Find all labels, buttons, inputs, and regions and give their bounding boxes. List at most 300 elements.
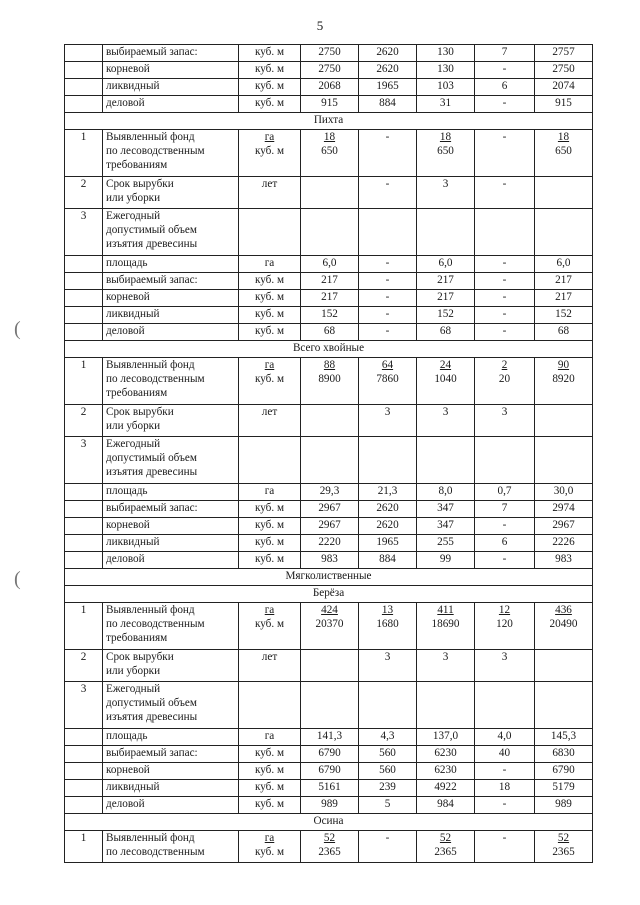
parameter-line: ликвидный: [106, 536, 160, 548]
value-cell: [301, 358, 359, 405]
value-line: -: [385, 832, 390, 844]
parameter-line: Выявленный фонд: [106, 604, 195, 616]
value-cell: [417, 682, 475, 729]
value-cell: [535, 437, 593, 484]
value-cell: [359, 746, 417, 763]
value-cell: [535, 746, 593, 763]
value-line: 68: [323, 325, 336, 337]
value-line: 217: [437, 291, 454, 303]
unit-line: куб. м: [254, 519, 285, 531]
value-line: 18690: [431, 618, 460, 630]
parameter-cell: [103, 650, 239, 682]
value-line: 137,0: [432, 730, 459, 742]
value-line: -: [385, 131, 390, 143]
value-line: 347: [437, 519, 454, 531]
value-cell: [535, 405, 593, 437]
row-number: [65, 256, 103, 273]
value-line: 217: [437, 274, 454, 286]
value-line: 424: [321, 604, 338, 616]
parameter-cell: [103, 763, 239, 780]
value-cell: [535, 780, 593, 797]
table-row: [65, 96, 593, 113]
table-row: [65, 290, 593, 307]
parameter-line: ликвидный: [106, 781, 160, 793]
parameter-cell: [103, 273, 239, 290]
value-cell: [359, 729, 417, 746]
unit-cell: [239, 603, 301, 650]
value-line: 8900: [318, 373, 341, 385]
value-line: 20: [498, 373, 511, 385]
unit-cell: [239, 177, 301, 209]
table-row: [65, 484, 593, 501]
value-cell: [535, 96, 593, 113]
value-line: -: [502, 308, 507, 320]
unit-line: лет: [261, 651, 278, 663]
value-cell: [359, 682, 417, 729]
parameter-line: по лесоводственным: [106, 373, 205, 385]
row-number: [65, 324, 103, 341]
unit-line: куб. м: [254, 80, 285, 92]
value-line: 2620: [376, 63, 399, 75]
value-cell: [301, 130, 359, 177]
value-line: 18: [323, 131, 336, 143]
section-title: Берёза: [65, 586, 593, 603]
value-cell: [475, 273, 535, 290]
table-row: [65, 535, 593, 552]
value-line: 650: [321, 145, 338, 157]
value-line: -: [502, 131, 507, 143]
unit-cell: [239, 130, 301, 177]
value-cell: [359, 307, 417, 324]
value-line: 88: [323, 359, 336, 371]
value-cell: [417, 358, 475, 405]
value-line: 650: [555, 145, 572, 157]
value-line: 120: [496, 618, 513, 630]
value-cell: [417, 290, 475, 307]
unit-cell: [239, 650, 301, 682]
parameter-line: Выявленный фонд: [106, 359, 195, 371]
value-cell: [301, 290, 359, 307]
value-cell: [359, 96, 417, 113]
value-cell: [475, 746, 535, 763]
value-line: 4,3: [380, 730, 395, 742]
row-number: [65, 273, 103, 290]
row-number: [65, 290, 103, 307]
value-line: 130: [437, 63, 454, 75]
parameter-line: Срок вырубки: [106, 651, 174, 663]
value-line: 6: [501, 80, 508, 92]
value-cell: [417, 746, 475, 763]
unit-line: куб. м: [254, 781, 285, 793]
unit-line: га: [264, 730, 275, 742]
value-cell: [535, 729, 593, 746]
value-line: 18: [439, 131, 452, 143]
value-cell: [535, 79, 593, 96]
value-cell: [417, 763, 475, 780]
value-line: 217: [321, 291, 338, 303]
value-cell: [359, 650, 417, 682]
value-cell: [535, 358, 593, 405]
value-line: 6230: [434, 764, 457, 776]
parameter-line: деловой: [106, 97, 145, 109]
unit-line: куб. м: [254, 46, 285, 58]
value-cell: [417, 130, 475, 177]
section-title: Осина: [65, 814, 593, 831]
unit-line: га: [264, 131, 275, 143]
parameter-line: площадь: [106, 257, 148, 269]
value-cell: [535, 603, 593, 650]
value-cell: [301, 209, 359, 256]
value-cell: [359, 209, 417, 256]
value-line: 130: [437, 46, 454, 58]
value-cell: [417, 96, 475, 113]
table-row: [65, 650, 593, 682]
section-title: Всего хвойные: [65, 341, 593, 358]
unit-cell: [239, 437, 301, 484]
table-row: [65, 729, 593, 746]
value-line: 2974: [552, 502, 575, 514]
value-line: 52: [557, 832, 570, 844]
table-row: [65, 682, 593, 729]
parameter-line: корневой: [106, 291, 150, 303]
value-cell: [359, 130, 417, 177]
value-cell: [535, 484, 593, 501]
value-line: 4,0: [497, 730, 512, 742]
table-row: [65, 831, 593, 863]
parameter-cell: [103, 79, 239, 96]
unit-cell: [239, 518, 301, 535]
parameter-line: допустимый объем: [106, 224, 197, 236]
parameter-line: Выявленный фонд: [106, 832, 195, 844]
table-row: [65, 273, 593, 290]
value-line: 141,3: [316, 730, 343, 742]
unit-cell: [239, 45, 301, 62]
row-number: [65, 746, 103, 763]
value-line: 6,0: [322, 257, 337, 269]
parameter-line: Срок вырубки: [106, 406, 174, 418]
value-cell: [417, 273, 475, 290]
value-cell: [475, 130, 535, 177]
row-number: [65, 729, 103, 746]
value-line: 983: [555, 553, 572, 565]
value-line: 3: [501, 651, 508, 663]
value-cell: [417, 552, 475, 569]
parameter-cell: [103, 831, 239, 863]
value-line: 13: [381, 604, 394, 616]
value-line: -: [502, 178, 507, 190]
value-line: 984: [437, 798, 454, 810]
unit-line: га: [264, 832, 275, 844]
parameter-line: или уборки: [106, 420, 161, 432]
value-cell: [417, 501, 475, 518]
table-row: [65, 256, 593, 273]
value-cell: [475, 45, 535, 62]
section-header-row: [65, 569, 593, 586]
value-line: 152: [437, 308, 454, 320]
value-line: 2365: [434, 846, 457, 858]
row-number: [65, 45, 103, 62]
parameter-line: выбираемый запас:: [106, 502, 198, 514]
value-cell: [359, 501, 417, 518]
unit-cell: [239, 405, 301, 437]
value-cell: [359, 45, 417, 62]
parameter-line: ликвидный: [106, 80, 160, 92]
parameter-line: или уборки: [106, 192, 161, 204]
value-cell: [475, 209, 535, 256]
unit-cell: [239, 535, 301, 552]
parameter-line: выбираемый запас:: [106, 747, 198, 759]
parameter-line: допустимый объем: [106, 452, 197, 464]
value-line: -: [502, 798, 507, 810]
row-number: [65, 484, 103, 501]
value-cell: [475, 405, 535, 437]
value-cell: [535, 797, 593, 814]
parameter-line: требованиям: [106, 632, 168, 644]
table-row: [65, 130, 593, 177]
value-cell: [359, 603, 417, 650]
table-row: [65, 780, 593, 797]
parameter-cell: [103, 130, 239, 177]
value-line: 52: [323, 832, 336, 844]
parameter-line: деловой: [106, 553, 145, 565]
unit-cell: [239, 501, 301, 518]
unit-line: куб. м: [254, 291, 285, 303]
section-header-row: [65, 586, 593, 603]
value-cell: [475, 62, 535, 79]
value-line: 68: [439, 325, 452, 337]
value-line: 3: [384, 406, 391, 418]
unit-cell: [239, 62, 301, 79]
table-row: [65, 177, 593, 209]
value-line: 1680: [376, 618, 399, 630]
unit-line: куб. м: [254, 145, 285, 157]
row-number: 2: [65, 650, 103, 682]
value-line: 2757: [552, 46, 575, 58]
value-cell: [301, 405, 359, 437]
value-cell: [359, 62, 417, 79]
unit-cell: [239, 484, 301, 501]
value-line: 2068: [318, 80, 341, 92]
unit-cell: [239, 358, 301, 405]
value-line: 30,0: [553, 485, 574, 497]
value-line: 4922: [434, 781, 457, 793]
value-line: 3: [384, 651, 391, 663]
value-cell: [301, 307, 359, 324]
parameter-cell: [103, 603, 239, 650]
row-number: 2: [65, 405, 103, 437]
value-line: 64: [381, 359, 394, 371]
unit-line: куб. м: [254, 618, 285, 630]
value-cell: [301, 501, 359, 518]
value-line: 3: [442, 178, 449, 190]
table-row: [65, 746, 593, 763]
parameter-cell: [103, 209, 239, 256]
value-line: -: [502, 519, 507, 531]
section-title: Мягколиственные: [65, 569, 593, 586]
table-row: [65, 501, 593, 518]
parameter-line: допустимый объем: [106, 697, 197, 709]
value-line: 1965: [376, 536, 399, 548]
parameter-line: выбираемый запас:: [106, 46, 198, 58]
value-cell: [359, 831, 417, 863]
value-cell: [359, 780, 417, 797]
value-cell: [417, 62, 475, 79]
value-line: 989: [321, 798, 338, 810]
unit-cell: [239, 209, 301, 256]
unit-cell: [239, 79, 301, 96]
parameter-line: корневой: [106, 63, 150, 75]
value-line: 1965: [376, 80, 399, 92]
parameter-line: по лесоводственным: [106, 846, 205, 858]
value-line: 1040: [434, 373, 457, 385]
value-cell: [417, 780, 475, 797]
value-cell: [359, 177, 417, 209]
table-row: [65, 62, 593, 79]
unit-line: куб. м: [254, 747, 285, 759]
row-number: 1: [65, 358, 103, 405]
value-cell: [301, 729, 359, 746]
value-line: -: [385, 291, 390, 303]
parameter-cell: [103, 177, 239, 209]
value-line: 2365: [318, 846, 341, 858]
parameter-cell: [103, 45, 239, 62]
value-cell: [301, 484, 359, 501]
value-line: 2: [501, 359, 508, 371]
parameter-cell: [103, 682, 239, 729]
value-cell: [475, 780, 535, 797]
unit-line: куб. м: [254, 846, 285, 858]
value-cell: [417, 177, 475, 209]
parameter-line: площадь: [106, 730, 148, 742]
parameter-line: корневой: [106, 764, 150, 776]
value-cell: [301, 324, 359, 341]
value-cell: [475, 650, 535, 682]
parameter-line: изъятия древесины: [106, 238, 198, 250]
value-cell: [475, 437, 535, 484]
value-line: 7860: [376, 373, 399, 385]
unit-cell: [239, 307, 301, 324]
value-line: 18: [557, 131, 570, 143]
value-line: 560: [379, 764, 396, 776]
value-line: 3: [442, 406, 449, 418]
value-cell: [535, 273, 593, 290]
parameter-cell: [103, 324, 239, 341]
unit-line: куб. м: [254, 274, 285, 286]
value-cell: [417, 324, 475, 341]
value-cell: [417, 45, 475, 62]
unit-line: га: [264, 485, 275, 497]
value-cell: [475, 797, 535, 814]
forest-fund-table: [64, 44, 593, 863]
value-line: 2226: [552, 536, 575, 548]
value-line: 2967: [318, 502, 341, 514]
table-row: [65, 437, 593, 484]
value-cell: [359, 324, 417, 341]
value-cell: [475, 729, 535, 746]
parameter-line: или уборки: [106, 665, 161, 677]
value-line: -: [502, 63, 507, 75]
value-cell: [301, 797, 359, 814]
section-title: Пихта: [65, 113, 593, 130]
value-cell: [417, 603, 475, 650]
unit-cell: [239, 552, 301, 569]
value-cell: [301, 518, 359, 535]
value-line: -: [502, 764, 507, 776]
table-body: [65, 45, 593, 863]
parameter-cell: [103, 62, 239, 79]
row-number: 1: [65, 831, 103, 863]
row-number: [65, 62, 103, 79]
unit-cell: [239, 256, 301, 273]
unit-cell: [239, 746, 301, 763]
value-line: 5: [384, 798, 391, 810]
value-cell: [359, 273, 417, 290]
value-cell: [475, 358, 535, 405]
unit-line: куб. м: [254, 308, 285, 320]
value-line: 2750: [318, 63, 341, 75]
value-cell: [359, 437, 417, 484]
value-line: 3: [442, 651, 449, 663]
value-cell: [301, 273, 359, 290]
value-cell: [417, 307, 475, 324]
value-line: 20490: [549, 618, 578, 630]
value-cell: [301, 177, 359, 209]
value-cell: [301, 96, 359, 113]
row-number: [65, 501, 103, 518]
value-line: 6,0: [556, 257, 571, 269]
parameter-cell: [103, 437, 239, 484]
parameter-line: корневой: [106, 519, 150, 531]
value-cell: [301, 682, 359, 729]
unit-line: куб. м: [254, 97, 285, 109]
value-cell: [475, 763, 535, 780]
unit-line: куб. м: [254, 502, 285, 514]
value-line: 20370: [315, 618, 344, 630]
row-number: [65, 535, 103, 552]
unit-line: га: [264, 359, 275, 371]
value-cell: [417, 518, 475, 535]
value-line: 217: [321, 274, 338, 286]
row-number: [65, 307, 103, 324]
value-cell: [301, 45, 359, 62]
value-cell: [301, 62, 359, 79]
value-line: 2074: [552, 80, 575, 92]
value-line: 6830: [552, 747, 575, 759]
value-cell: [301, 831, 359, 863]
parameter-cell: [103, 518, 239, 535]
value-line: 217: [555, 274, 572, 286]
row-number: 2: [65, 177, 103, 209]
unit-line: лет: [261, 406, 278, 418]
value-line: 884: [379, 97, 396, 109]
value-cell: [417, 797, 475, 814]
parameter-cell: [103, 307, 239, 324]
row-number: 3: [65, 209, 103, 256]
parameter-line: Ежегодный: [106, 683, 161, 695]
value-cell: [475, 177, 535, 209]
parameter-cell: [103, 535, 239, 552]
parameter-line: ликвидный: [106, 308, 160, 320]
value-line: 31: [439, 97, 452, 109]
value-cell: [359, 79, 417, 96]
value-line: 347: [437, 502, 454, 514]
value-line: 145,3: [550, 730, 577, 742]
value-cell: [535, 290, 593, 307]
table-row: [65, 45, 593, 62]
unit-cell: [239, 780, 301, 797]
table-row: [65, 518, 593, 535]
value-line: 915: [321, 97, 338, 109]
